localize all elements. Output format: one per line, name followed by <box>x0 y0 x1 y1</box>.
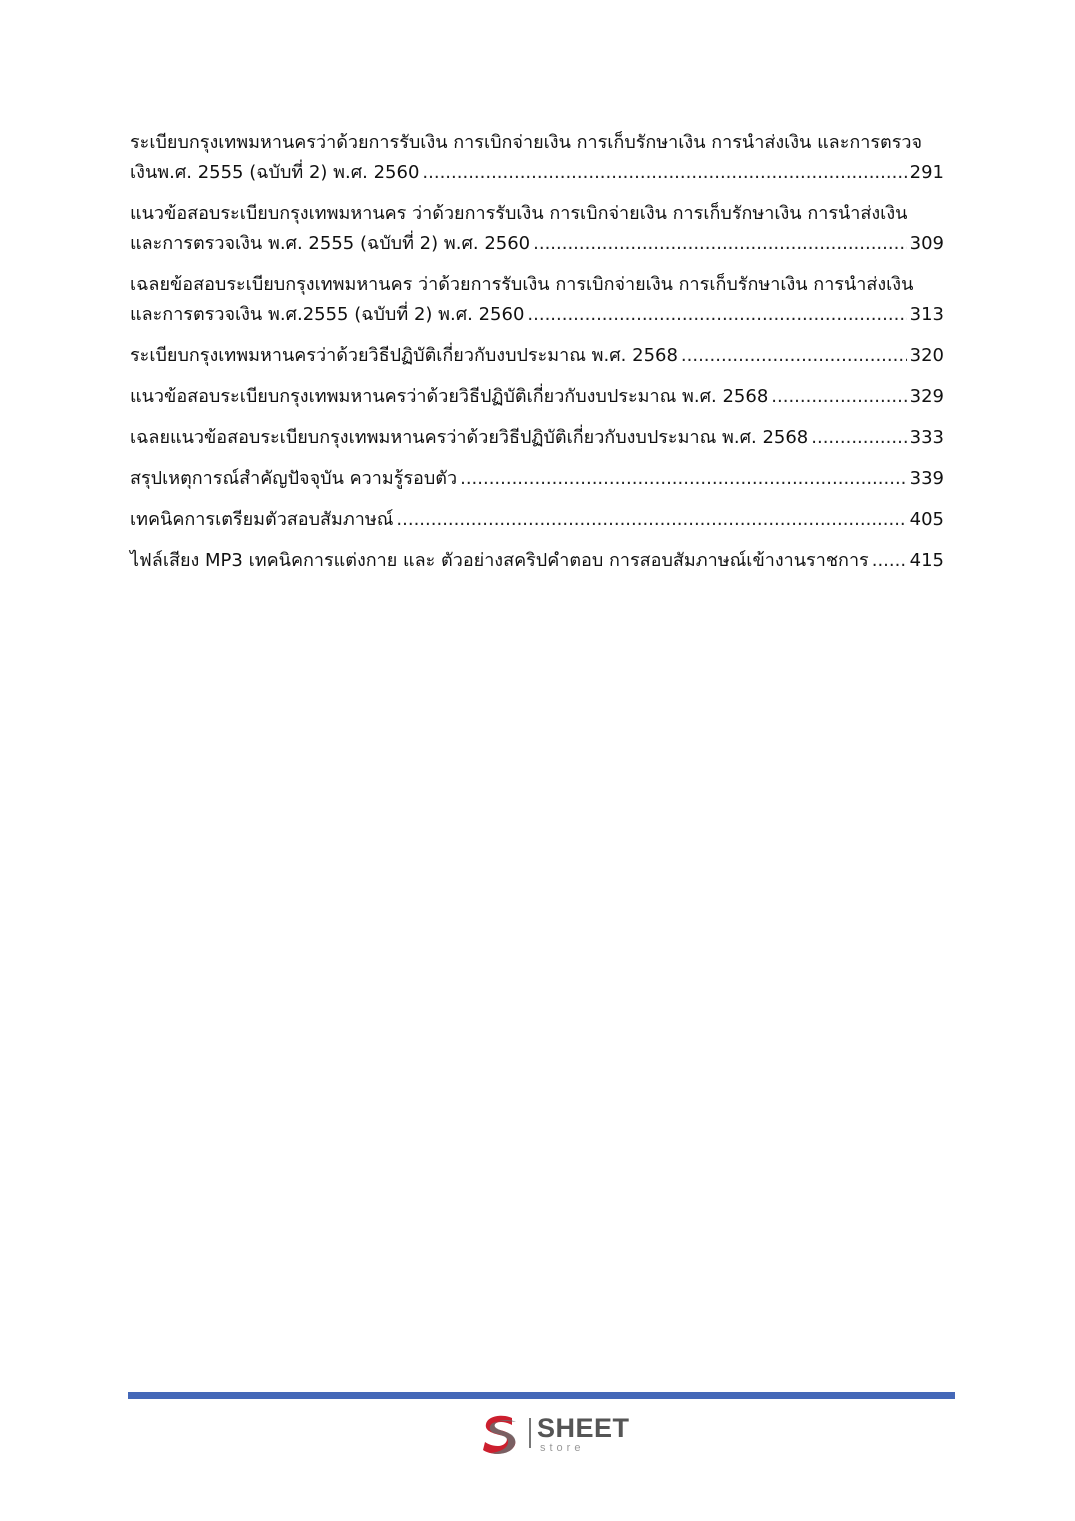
dot-leader <box>872 546 907 576</box>
sheet-store-logo <box>476 1410 636 1458</box>
toc-page-number: 309 <box>909 233 944 254</box>
toc-entry-title: และการตรวจเงิน พ.ศ. 2555 (ฉบับที่ 2) พ.ศ. 2560 <box>130 233 531 254</box>
toc-entry-title: ไฟล์เสียง MP3 เทคนิคการแต่งกาย และ ตัวอย่างสคริปคำตอบ การสอบสัมภาษณ์เข้างานราชการ <box>130 550 869 571</box>
toc-page-number: 329 <box>909 386 944 407</box>
toc-entry-title: แนวข้อสอบระเบียบกรุงเทพมหานครว่าด้วยวิธีปฏิบัติเกี่ยวกับงบประมาณ พ.ศ. 2568 <box>130 386 769 407</box>
toc-page-number: 313 <box>909 304 944 325</box>
dot-leader <box>681 341 907 371</box>
toc-page-number: 333 <box>909 427 944 448</box>
toc-entry-title: และการตรวจเงิน พ.ศ.2555 (ฉบับที่ 2) พ.ศ. 2560 <box>130 304 525 325</box>
toc-page-number: 405 <box>909 509 944 530</box>
toc-entry-title-line: เฉลยข้อสอบระเบียบกรุงเทพมหานคร ว่าด้วยการรับเงิน การเบิกจ่ายเงิน การเก็บรักษาเงิน การนำส่งเงิน <box>130 274 914 295</box>
dot-leader <box>396 505 906 535</box>
toc-entry-title: สรุปเหตุการณ์สำคัญปัจจุบัน ความรู้รอบตัว <box>130 468 458 489</box>
toc-page-number: 320 <box>909 345 944 366</box>
brand-subtext: store <box>540 1442 585 1454</box>
toc-entry[interactable] <box>130 382 944 412</box>
table-of-contents <box>130 128 944 587</box>
logo-divider <box>529 1418 531 1448</box>
dot-leader <box>460 464 907 494</box>
toc-entry-title: เฉลยแนวข้อสอบระเบียบกรุงเทพมหานครว่าด้วยวิธีปฏิบัติเกี่ยวกับงบประมาณ พ.ศ. 2568 <box>130 427 809 448</box>
toc-entry-title: ระเบียบกรุงเทพมหานครว่าด้วยวิธีปฏิบัติเกี่ยวกับงบประมาณ พ.ศ. 2568 <box>130 345 678 366</box>
toc-entry[interactable] <box>130 464 944 494</box>
dot-leader <box>422 158 906 188</box>
dot-leader <box>811 423 906 453</box>
toc-entry-title: เทคนิคการเตรียมตัวสอบสัมภาษณ์ <box>130 509 394 530</box>
toc-entry-title: เงินพ.ศ. 2555 (ฉบับที่ 2) พ.ศ. 2560 <box>130 162 420 183</box>
toc-entry-title-line: ระเบียบกรุงเทพมหานครว่าด้วยการรับเงิน การเบิกจ่ายเงิน การเก็บรักษาเงิน การนำส่งเงิน และการตรวจ <box>130 132 923 153</box>
sheet-store-s-logo-icon <box>476 1410 524 1458</box>
footer-divider <box>128 1392 955 1399</box>
toc-page-number: 415 <box>909 550 944 571</box>
toc-entry-title-line: แนวข้อสอบระเบียบกรุงเทพมหานคร ว่าด้วยการรับเงิน การเบิกจ่ายเงิน การเก็บรักษาเงิน การนำส่งเงิน <box>130 203 908 224</box>
brand-name: SHEET <box>537 1413 630 1443</box>
dot-leader <box>771 382 906 412</box>
toc-entry[interactable] <box>130 505 944 535</box>
toc-page-number: 339 <box>909 468 944 489</box>
toc-entry[interactable] <box>130 128 944 188</box>
toc-entry[interactable] <box>130 341 944 371</box>
dot-leader <box>527 300 906 330</box>
toc-entry[interactable] <box>130 423 944 453</box>
toc-entry[interactable] <box>130 270 944 330</box>
toc-entry[interactable] <box>130 199 944 259</box>
toc-entry[interactable] <box>130 546 944 576</box>
dot-leader <box>533 229 907 259</box>
toc-page-number: 291 <box>909 162 944 183</box>
